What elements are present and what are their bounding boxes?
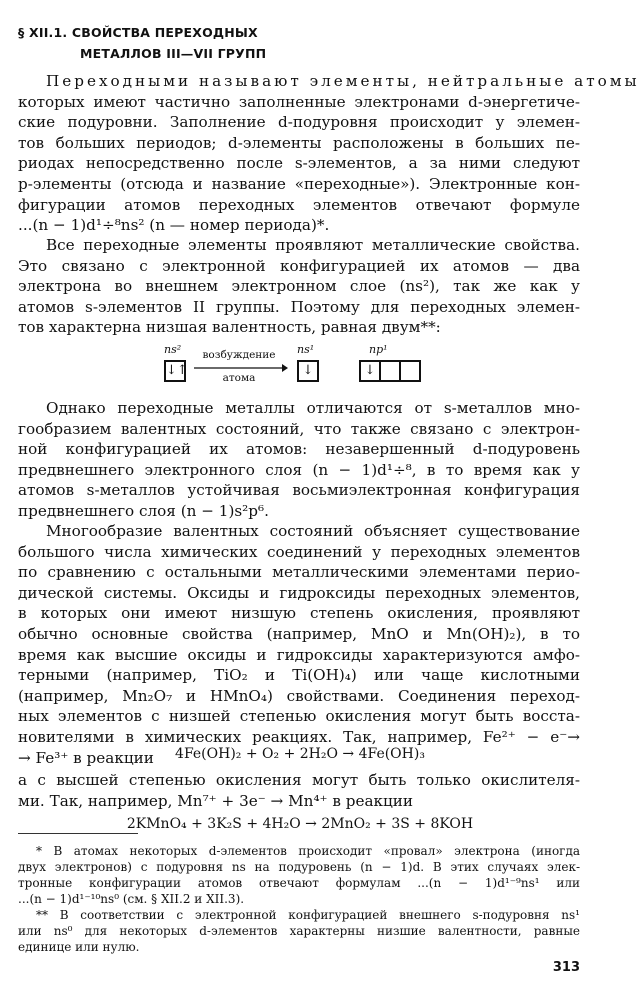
paragraph-2 <box>18 235 580 338</box>
text-line: гообразием валентных состояний, что также связано с электрон- <box>18 419 580 438</box>
footnotes <box>18 843 580 955</box>
orbital-cell-empty <box>399 360 421 382</box>
text-line: риодах непосредственно после s-элементов, а за ними следуют <box>18 154 580 173</box>
section-heading <box>18 22 266 64</box>
text-line: обычно основные свойства (например, MnO и Mn(OH)₂), в то <box>18 624 580 643</box>
text-line: Переходными называют элементы, нейтральные атомы <box>46 72 640 90</box>
label-np1: np¹ <box>369 343 388 356</box>
electron-diagram <box>160 343 420 393</box>
text-line: ские подуровни. Заполнение d-подуровня происходит у элемен- <box>18 113 580 132</box>
paragraph-4 <box>18 521 580 768</box>
footnote-line: двух электронов) с подуровня ns на подуровень (n − 1)d. В этих случаях элек- <box>18 860 580 874</box>
footnote-divider <box>18 833 138 834</box>
paragraph-1 <box>18 71 640 236</box>
orbital-cell-ns2: ↓↑ <box>164 360 186 382</box>
text-line: Это связано с электронной конфигурацией их атомов — два <box>18 256 580 275</box>
text-line: → Fe³⁺ в реакции <box>18 748 154 767</box>
heading-line-1: § XII.1. СВОЙСТВА ПЕРЕХОДНЫХ <box>18 25 258 40</box>
footnote-line: единице или нулю. <box>18 940 140 954</box>
text-line: тов больших периодов; d-элементы расположены в больших пе- <box>18 133 580 152</box>
arrow-label-top: возбуждение <box>202 349 276 361</box>
text-line: которых имеют частично заполненные электронами d-энергетиче- <box>18 92 580 111</box>
text-line: дической системы. Оксиды и гидроксиды переходных элементов, <box>18 583 580 602</box>
text-line: атомов s-элементов II группы. Поэтому для переходных элемен- <box>18 297 580 316</box>
text-line: большого числа химических соединений у переходных элементов <box>18 542 580 561</box>
text-line: предвнешнего электронного слоя (n − 1)d¹÷⁸, в то время как у <box>18 460 580 479</box>
text-line: тов характерна низшая валентность, равная двум**: <box>18 318 441 337</box>
paragraph-3 <box>18 398 580 522</box>
label-ns1: ns¹ <box>297 343 315 356</box>
footnote-line: ...(n − 1)d¹⁻¹⁰ns⁰ (см. § XII.2 и XII.3). <box>18 892 245 906</box>
orbital-cell-np1: ↓ <box>359 360 381 382</box>
text-line: Многообразие валентных состояний объясняет существование <box>46 522 580 540</box>
text-line: ...(n − 1)d¹÷⁸ns² (n — номер периода)*. <box>18 216 330 235</box>
text-line: Все переходные элементы проявляют металлические свойства. <box>46 236 580 254</box>
heading-line-2: МЕТАЛЛОВ III—VII ГРУПП <box>80 46 267 61</box>
footnote-line: ** В соответствии с электронной конфигурацией внешнего s-подуровня ns¹ <box>36 908 580 922</box>
text-line: атомов s-металлов устойчивая восьмиэлектронная конфигурация <box>18 481 580 500</box>
page-number: 313 <box>552 960 580 975</box>
text-line: p-элементы (отсюда и название «переходные»). Электронные кон- <box>18 174 580 193</box>
orbital-cell-ns1: ↓ <box>297 360 319 382</box>
text-line: ной конфигурацией их атомов: незавершенный d-подуровень <box>18 440 580 459</box>
text-line: Однако переходные металлы отличаются от s-металлов мно- <box>46 399 580 417</box>
footnote-line: или ns⁰ для некоторых d-элементов характерны низшие валентности, равные <box>18 924 580 938</box>
text-line: терными (например, TiO₂ и Ti(OH)₄) или чаще кислотными <box>18 666 580 685</box>
text-line: фигурации атомов переходных элементов отвечают формуле <box>18 195 580 214</box>
text-line: по сравнению с остальными металлическими элементами перио- <box>18 563 580 582</box>
label-ns2: ns² <box>164 343 182 356</box>
footnote-line: тронные конфигурации атомов отвечают формулам ...(n − 1)d¹⁻⁹ns¹ или <box>18 876 580 890</box>
text-line: ми. Так, например, Mn⁷⁺ + 3e⁻ → Mn⁴⁺ в реакции <box>18 791 414 810</box>
text-line: предвнешнего слоя (n − 1)s²p⁶. <box>18 501 269 520</box>
text-line: а с высшей степенью окисления могут быть только окислителя- <box>18 771 580 789</box>
text-line: (например, Mn₂O₇ и HMnO₄) свойствами. Соединения переход- <box>18 686 580 705</box>
arrow-label-bottom: атома <box>222 372 256 384</box>
orbital-cell-empty <box>379 360 401 382</box>
footnote-line: * В атомах некоторых d-элементов происходит «провал» электрона (иногда <box>36 844 580 858</box>
text-line: ных элементов с низшей степенью окисления могут быть восста- <box>18 707 580 726</box>
formula-reaction-2: 2KMnO₄ + 3K₂S + 4H₂O → 2MnO₂ + 3S + 8KOH <box>126 816 474 832</box>
text-line: новителями в химических реакциях. Так, например, Fe²⁺ − e⁻→ <box>18 727 580 746</box>
formula-reaction-1: 4Fe(OH)₂ + O₂ + 2H₂O → 4Fe(OH)₃ <box>175 746 425 762</box>
paragraph-5 <box>18 770 580 811</box>
text-line: электрона во внешнем электронном слое (ns²), так же как у <box>18 277 580 296</box>
text-line: в которых они имеют низшую степень окисления, проявляют <box>18 604 580 623</box>
text-line: время как высшие оксиды и гидроксиды характеризуются амфо- <box>18 645 580 664</box>
